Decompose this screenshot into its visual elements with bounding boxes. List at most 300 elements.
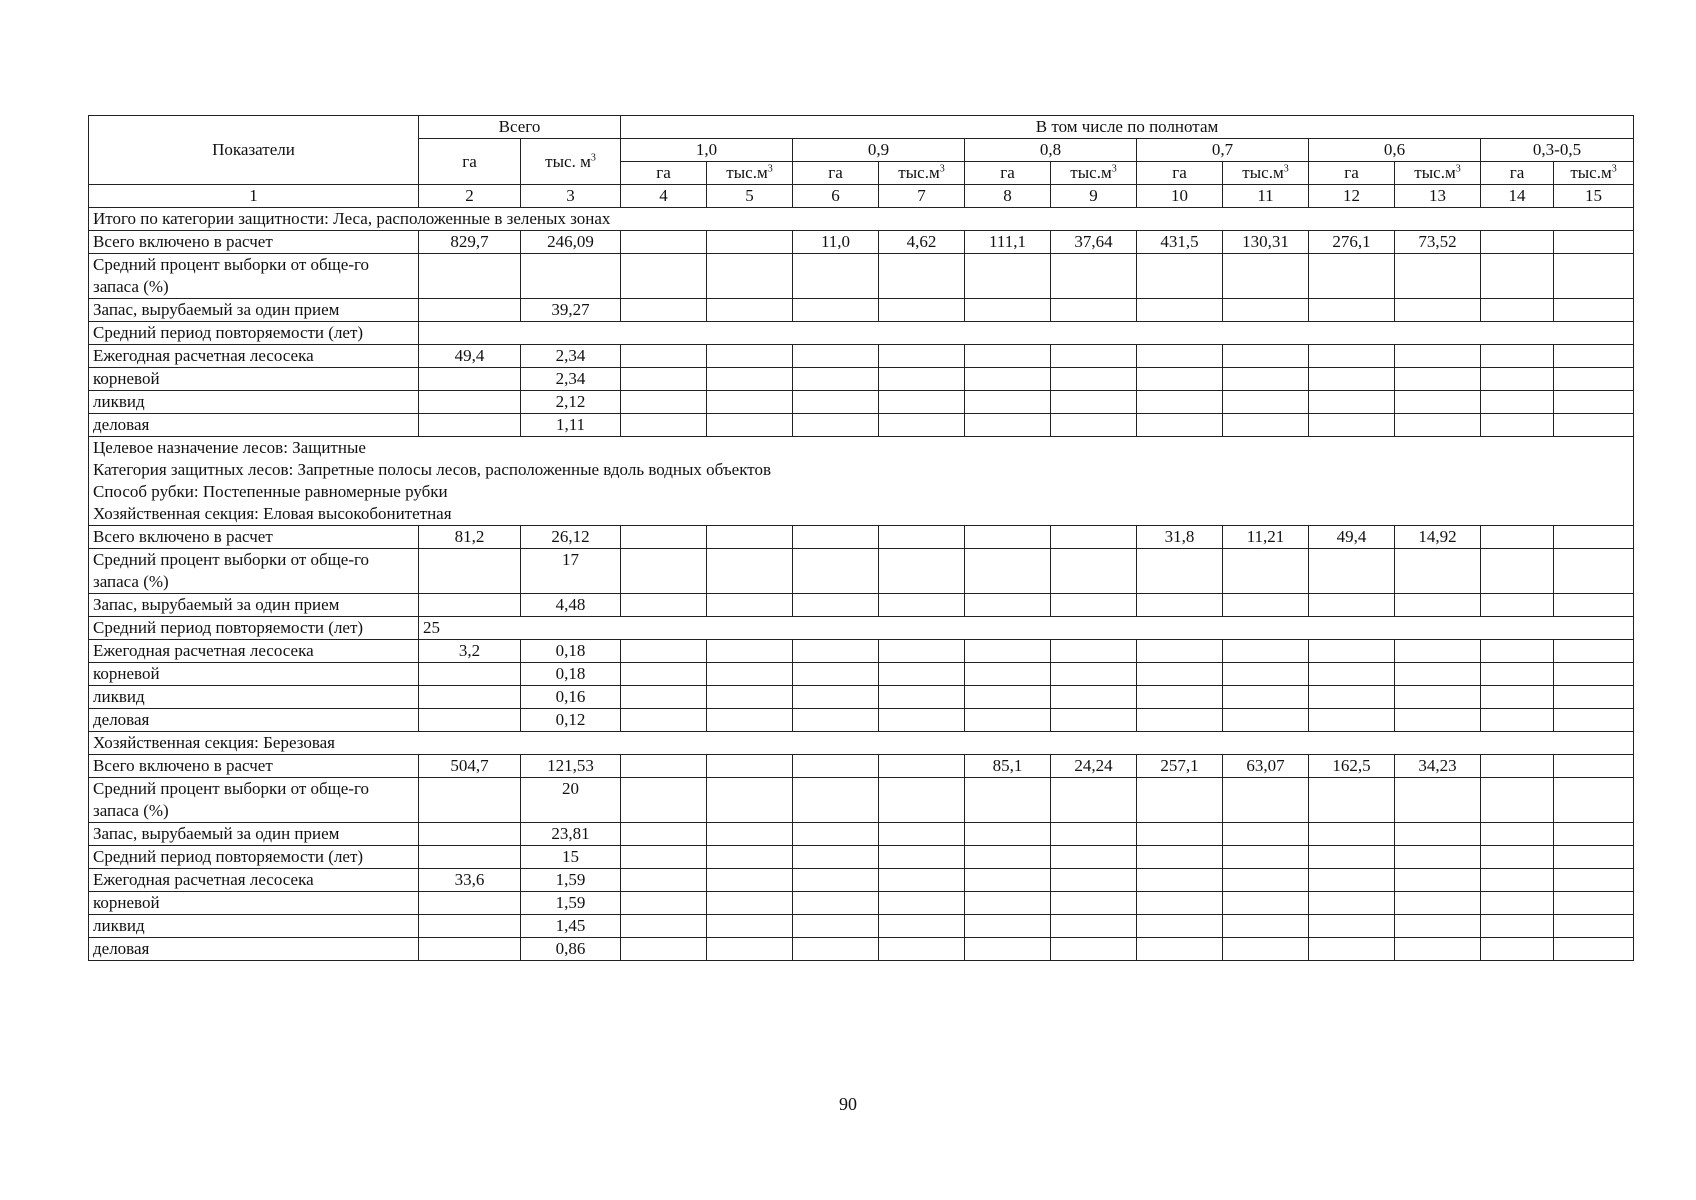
empty-cell — [419, 368, 521, 391]
value-cell: 20 — [521, 778, 621, 823]
empty-cell — [1395, 254, 1481, 299]
column-number: 11 — [1223, 185, 1309, 208]
empty-cell — [1481, 823, 1554, 846]
empty-cell — [1309, 823, 1395, 846]
value-cell — [1554, 231, 1634, 254]
empty-cell — [707, 823, 793, 846]
value-cell — [707, 526, 793, 549]
empty-cell — [879, 549, 965, 594]
empty-cell — [1554, 938, 1634, 961]
empty-cell — [879, 823, 965, 846]
value-cell: 0,86 — [521, 938, 621, 961]
empty-cell — [1223, 938, 1309, 961]
empty-cell — [1137, 640, 1223, 663]
section-heading — [89, 208, 1634, 231]
avg-percent-row — [89, 254, 1634, 299]
row-label: корневой — [89, 368, 419, 391]
empty-cell — [419, 846, 521, 869]
row-label: ликвид — [89, 391, 419, 414]
density-header: 1,0 — [621, 139, 793, 162]
empty-cell — [1309, 640, 1395, 663]
total-header: Всего — [419, 116, 621, 139]
empty-cell — [621, 938, 707, 961]
empty-cell — [965, 709, 1051, 732]
value-cell — [621, 231, 707, 254]
empty-cell — [1223, 663, 1309, 686]
empty-cell — [707, 414, 793, 437]
empty-cell — [1223, 594, 1309, 617]
empty-cell — [879, 869, 965, 892]
empty-cell — [1481, 345, 1554, 368]
empty-cell — [1223, 686, 1309, 709]
empty-cell — [1137, 254, 1223, 299]
empty-cell — [793, 368, 879, 391]
value-cell: 49,4 — [419, 345, 521, 368]
value-cell — [1481, 231, 1554, 254]
empty-cell — [1554, 846, 1634, 869]
value-cell: 0,18 — [521, 663, 621, 686]
value-cell — [793, 755, 879, 778]
empty-cell — [419, 709, 521, 732]
row-label: деловая — [89, 938, 419, 961]
empty-cell — [965, 938, 1051, 961]
empty-cell — [1554, 663, 1634, 686]
section-heading-row — [89, 208, 1634, 231]
empty-cell — [965, 892, 1051, 915]
by-density-header: В том числе по полнотам — [621, 116, 1634, 139]
value-cell: 504,7 — [419, 755, 521, 778]
empty-cell — [621, 640, 707, 663]
empty-cell — [965, 663, 1051, 686]
density-header: 0,3-0,5 — [1481, 139, 1634, 162]
empty-cell — [879, 254, 965, 299]
empty-cell — [1223, 299, 1309, 322]
value-cell: 246,09 — [521, 231, 621, 254]
density-header: 0,7 — [1137, 139, 1309, 162]
section-heading-line: Способ рубки: Постепенные равномерные рубки — [93, 482, 448, 501]
value-cell: 17 — [521, 549, 621, 594]
column-number: 9 — [1051, 185, 1137, 208]
row-label: Ежегодная расчетная лесосека — [89, 869, 419, 892]
empty-cell — [621, 414, 707, 437]
empty-cell — [707, 938, 793, 961]
value-cell: 162,5 — [1309, 755, 1395, 778]
empty-cell — [1395, 299, 1481, 322]
included-row — [89, 526, 1634, 549]
value-cell — [793, 526, 879, 549]
empty-cell — [419, 686, 521, 709]
row-label: деловая — [89, 709, 419, 732]
value-cell — [1051, 526, 1137, 549]
empty-cell — [1395, 778, 1481, 823]
empty-cell — [1137, 846, 1223, 869]
empty-cell — [1481, 915, 1554, 938]
annual-cut-row — [89, 640, 1634, 663]
empty-cell — [879, 846, 965, 869]
empty-cell — [793, 778, 879, 823]
empty-cell — [419, 663, 521, 686]
empty-cell — [1554, 368, 1634, 391]
empty-cell — [965, 915, 1051, 938]
ha-subheader: га — [1481, 162, 1554, 185]
empty-cell — [1481, 709, 1554, 732]
value-cell: 23,81 — [521, 823, 621, 846]
value-cell: 257,1 — [1137, 755, 1223, 778]
empty-cell — [879, 368, 965, 391]
empty-cell — [1137, 709, 1223, 732]
empty-cell — [1051, 686, 1137, 709]
density-header: 0,8 — [965, 139, 1137, 162]
empty-cell — [1554, 299, 1634, 322]
empty-cell — [707, 869, 793, 892]
empty-cell — [1051, 254, 1137, 299]
empty-cell — [793, 640, 879, 663]
empty-cell — [419, 823, 521, 846]
ha-subheader: га — [621, 162, 707, 185]
empty-cell — [707, 391, 793, 414]
empty-cell — [1137, 686, 1223, 709]
empty-cell — [1395, 549, 1481, 594]
value-cell: 63,07 — [1223, 755, 1309, 778]
row-label: ликвид — [89, 686, 419, 709]
empty-cell — [1309, 368, 1395, 391]
empty-cell — [879, 778, 965, 823]
value-cell: 73,52 — [1395, 231, 1481, 254]
empty-cell — [621, 915, 707, 938]
row-label: Средний процент выборки от обще-го запаса (%) — [89, 778, 419, 823]
row-label: Всего включено в расчет — [89, 526, 419, 549]
section-heading-row — [89, 732, 1634, 755]
value-cell — [965, 526, 1051, 549]
empty-cell — [1051, 299, 1137, 322]
empty-cell — [1051, 869, 1137, 892]
empty-cell — [707, 640, 793, 663]
table-body — [89, 208, 1634, 961]
empty-cell — [1481, 594, 1554, 617]
liquid-row — [89, 391, 1634, 414]
row-label: Запас, вырубаемый за один прием — [89, 299, 419, 322]
total-m3-header: тыс. $м^3$ — [521, 139, 621, 185]
value-cell: 11,0 — [793, 231, 879, 254]
row-label: Средний период повторяемости (лет) — [89, 617, 419, 640]
empty-cell — [965, 368, 1051, 391]
m3-subheader: $тыс.м^3$ — [1051, 162, 1137, 185]
empty-cell — [1051, 594, 1137, 617]
empty-cell — [1309, 938, 1395, 961]
empty-cell — [1481, 368, 1554, 391]
empty-cell — [793, 254, 879, 299]
empty-cell — [793, 391, 879, 414]
value-cell: 121,53 — [521, 755, 621, 778]
empty-cell — [965, 299, 1051, 322]
column-number: 1 — [89, 185, 419, 208]
empty-cell — [1554, 778, 1634, 823]
empty-cell — [1309, 892, 1395, 915]
section-heading — [89, 732, 1634, 755]
empty-cell — [707, 549, 793, 594]
column-number: 3 — [521, 185, 621, 208]
empty-cell — [419, 391, 521, 414]
row-label: Средний процент выборки от обще-го запаса (%) — [89, 254, 419, 299]
section-heading — [89, 437, 1634, 526]
liquid-row — [89, 686, 1634, 709]
value-cell: 4,48 — [521, 594, 621, 617]
empty-cell — [1395, 414, 1481, 437]
m3-subheader: $тыс.м^3$ — [1223, 162, 1309, 185]
empty-cell — [879, 686, 965, 709]
indicators-header: Показатели — [89, 116, 419, 185]
root-row — [89, 368, 1634, 391]
empty-cell — [879, 915, 965, 938]
empty-cell — [879, 709, 965, 732]
empty-cell — [1137, 391, 1223, 414]
empty-cell — [1395, 663, 1481, 686]
empty-cell — [965, 391, 1051, 414]
empty-cell — [621, 892, 707, 915]
empty-cell — [1309, 549, 1395, 594]
column-number: 2 — [419, 185, 521, 208]
empty-cell — [1223, 368, 1309, 391]
value-cell: 26,12 — [521, 526, 621, 549]
empty-cell — [879, 594, 965, 617]
empty-cell — [621, 345, 707, 368]
empty-cell — [1223, 823, 1309, 846]
value-cell: 0,16 — [521, 686, 621, 709]
value-cell — [707, 231, 793, 254]
empty-cell — [419, 892, 521, 915]
empty-cell — [419, 549, 521, 594]
value-cell: 1,11 — [521, 414, 621, 437]
empty-cell — [793, 345, 879, 368]
empty-cell — [707, 778, 793, 823]
column-number: 4 — [621, 185, 707, 208]
empty-cell — [1137, 915, 1223, 938]
empty-cell — [1309, 345, 1395, 368]
empty-cell — [419, 778, 521, 823]
empty-cell — [1223, 640, 1309, 663]
m3-subheader: $тыс.м^3$ — [707, 162, 793, 185]
empty-cell — [1223, 915, 1309, 938]
value-cell: 3,2 — [419, 640, 521, 663]
empty-cell — [1223, 254, 1309, 299]
empty-cell — [1395, 915, 1481, 938]
value-cell: 431,5 — [1137, 231, 1223, 254]
page-number: 90 — [839, 1094, 857, 1114]
value-cell: 49,4 — [1309, 526, 1395, 549]
empty-cell — [1481, 938, 1554, 961]
empty-cell — [793, 869, 879, 892]
density-header: 0,6 — [1309, 139, 1481, 162]
empty-cell — [793, 549, 879, 594]
empty-cell — [707, 299, 793, 322]
row-label: Средний период повторяемости (лет) — [89, 846, 419, 869]
empty-cell — [621, 846, 707, 869]
empty-cell — [1481, 549, 1554, 594]
empty-cell — [1481, 686, 1554, 709]
empty-cell — [1223, 892, 1309, 915]
section-heading-line: Итого по категории защитности: Леса, расположенные в зеленых зонах — [93, 209, 611, 228]
empty-cell — [621, 709, 707, 732]
empty-cell — [707, 686, 793, 709]
density-header: 0,9 — [793, 139, 965, 162]
section-heading-line: Целевое назначение лесов: Защитные — [93, 438, 366, 457]
empty-cell — [793, 823, 879, 846]
value-cell: 4,62 — [879, 231, 965, 254]
empty-cell — [965, 778, 1051, 823]
row-label: Всего включено в расчет — [89, 231, 419, 254]
value-cell: 37,64 — [1051, 231, 1137, 254]
empty-cell — [621, 391, 707, 414]
empty-cell — [793, 299, 879, 322]
empty-cell — [1223, 345, 1309, 368]
empty-cell — [1137, 414, 1223, 437]
empty-cell — [1051, 823, 1137, 846]
included-row — [89, 231, 1634, 254]
empty-cell — [793, 709, 879, 732]
empty-cell — [621, 823, 707, 846]
empty-cell — [965, 823, 1051, 846]
annual-cut-row — [89, 869, 1634, 892]
value-cell — [1481, 755, 1554, 778]
empty-cell — [965, 846, 1051, 869]
value-cell: 130,31 — [1223, 231, 1309, 254]
empty-cell — [1395, 823, 1481, 846]
empty-cell — [1395, 391, 1481, 414]
empty-cell — [621, 368, 707, 391]
allowable-cut-table-container — [88, 115, 1627, 961]
empty-cell — [965, 869, 1051, 892]
column-number: 12 — [1309, 185, 1395, 208]
empty-cell — [1137, 594, 1223, 617]
empty-cell — [793, 846, 879, 869]
row-label: Ежегодная расчетная лесосека — [89, 345, 419, 368]
empty-cell — [1395, 709, 1481, 732]
empty-cell — [621, 254, 707, 299]
empty-cell — [1395, 846, 1481, 869]
empty-cell — [1309, 391, 1395, 414]
avg-percent-row — [89, 549, 1634, 594]
empty-cell — [1309, 915, 1395, 938]
value-cell — [879, 526, 965, 549]
value-cell — [521, 254, 621, 299]
value-cell — [419, 322, 1634, 345]
empty-cell — [879, 663, 965, 686]
empty-cell — [965, 345, 1051, 368]
empty-cell — [621, 663, 707, 686]
empty-cell — [965, 414, 1051, 437]
value-cell: 11,21 — [1223, 526, 1309, 549]
empty-cell — [793, 892, 879, 915]
empty-cell — [707, 368, 793, 391]
empty-cell — [1051, 892, 1137, 915]
empty-cell — [879, 345, 965, 368]
empty-cell — [1309, 594, 1395, 617]
empty-cell — [1309, 709, 1395, 732]
table-header — [89, 116, 1634, 208]
empty-cell — [1395, 892, 1481, 915]
m3-subheader: $тыс.м^3$ — [1554, 162, 1634, 185]
empty-cell — [1223, 846, 1309, 869]
row-label: ликвид — [89, 915, 419, 938]
empty-cell — [1395, 640, 1481, 663]
empty-cell — [1309, 778, 1395, 823]
empty-cell — [1051, 709, 1137, 732]
empty-cell — [1051, 640, 1137, 663]
empty-cell — [1137, 892, 1223, 915]
value-cell: 2,34 — [521, 368, 621, 391]
empty-cell — [1051, 846, 1137, 869]
empty-cell — [419, 414, 521, 437]
empty-cell — [1309, 846, 1395, 869]
empty-cell — [1051, 345, 1137, 368]
root-row — [89, 663, 1634, 686]
stock-per-pass-row — [89, 299, 1634, 322]
row-label: Средний период повторяемости (лет) — [89, 322, 419, 345]
empty-cell — [1137, 663, 1223, 686]
section-heading-line: Хозяйственная секция: Березовая — [93, 733, 335, 752]
empty-cell — [965, 549, 1051, 594]
value-cell: 111,1 — [965, 231, 1051, 254]
empty-cell — [1481, 299, 1554, 322]
empty-cell — [879, 391, 965, 414]
value-cell: 2,12 — [521, 391, 621, 414]
annual-cut-row — [89, 345, 1634, 368]
empty-cell — [1223, 391, 1309, 414]
empty-cell — [879, 299, 965, 322]
section-heading-line: Категория защитных лесов: Запретные полосы лесов, расположенные вдоль водных объектов — [93, 460, 771, 479]
column-number-row — [89, 185, 1634, 208]
empty-cell — [879, 938, 965, 961]
row-label: Ежегодная расчетная лесосека — [89, 640, 419, 663]
empty-cell — [1051, 938, 1137, 961]
empty-cell — [1554, 823, 1634, 846]
column-number: 15 — [1554, 185, 1634, 208]
empty-cell — [1137, 869, 1223, 892]
empty-cell — [1395, 938, 1481, 961]
empty-cell — [793, 915, 879, 938]
section-heading-row — [89, 437, 1634, 526]
value-cell — [879, 755, 965, 778]
column-number: 14 — [1481, 185, 1554, 208]
empty-cell — [1223, 869, 1309, 892]
value-cell — [621, 755, 707, 778]
empty-cell — [879, 892, 965, 915]
empty-cell — [707, 663, 793, 686]
value-cell: 25 — [419, 617, 1634, 640]
empty-cell — [1137, 368, 1223, 391]
value-cell — [1554, 526, 1634, 549]
empty-cell — [1309, 686, 1395, 709]
value-cell: 0,18 — [521, 640, 621, 663]
empty-cell — [1395, 686, 1481, 709]
value-cell: 1,45 — [521, 915, 621, 938]
empty-cell — [707, 594, 793, 617]
empty-cell — [1051, 368, 1137, 391]
value-cell: 2,34 — [521, 345, 621, 368]
value-cell: 39,27 — [521, 299, 621, 322]
empty-cell — [793, 414, 879, 437]
empty-cell — [1051, 549, 1137, 594]
empty-cell — [1481, 663, 1554, 686]
value-cell: 31,8 — [1137, 526, 1223, 549]
column-number: 13 — [1395, 185, 1481, 208]
empty-cell — [419, 915, 521, 938]
root-row — [89, 892, 1634, 915]
empty-cell — [621, 778, 707, 823]
empty-cell — [1395, 368, 1481, 391]
empty-cell — [419, 938, 521, 961]
liquid-row — [89, 915, 1634, 938]
